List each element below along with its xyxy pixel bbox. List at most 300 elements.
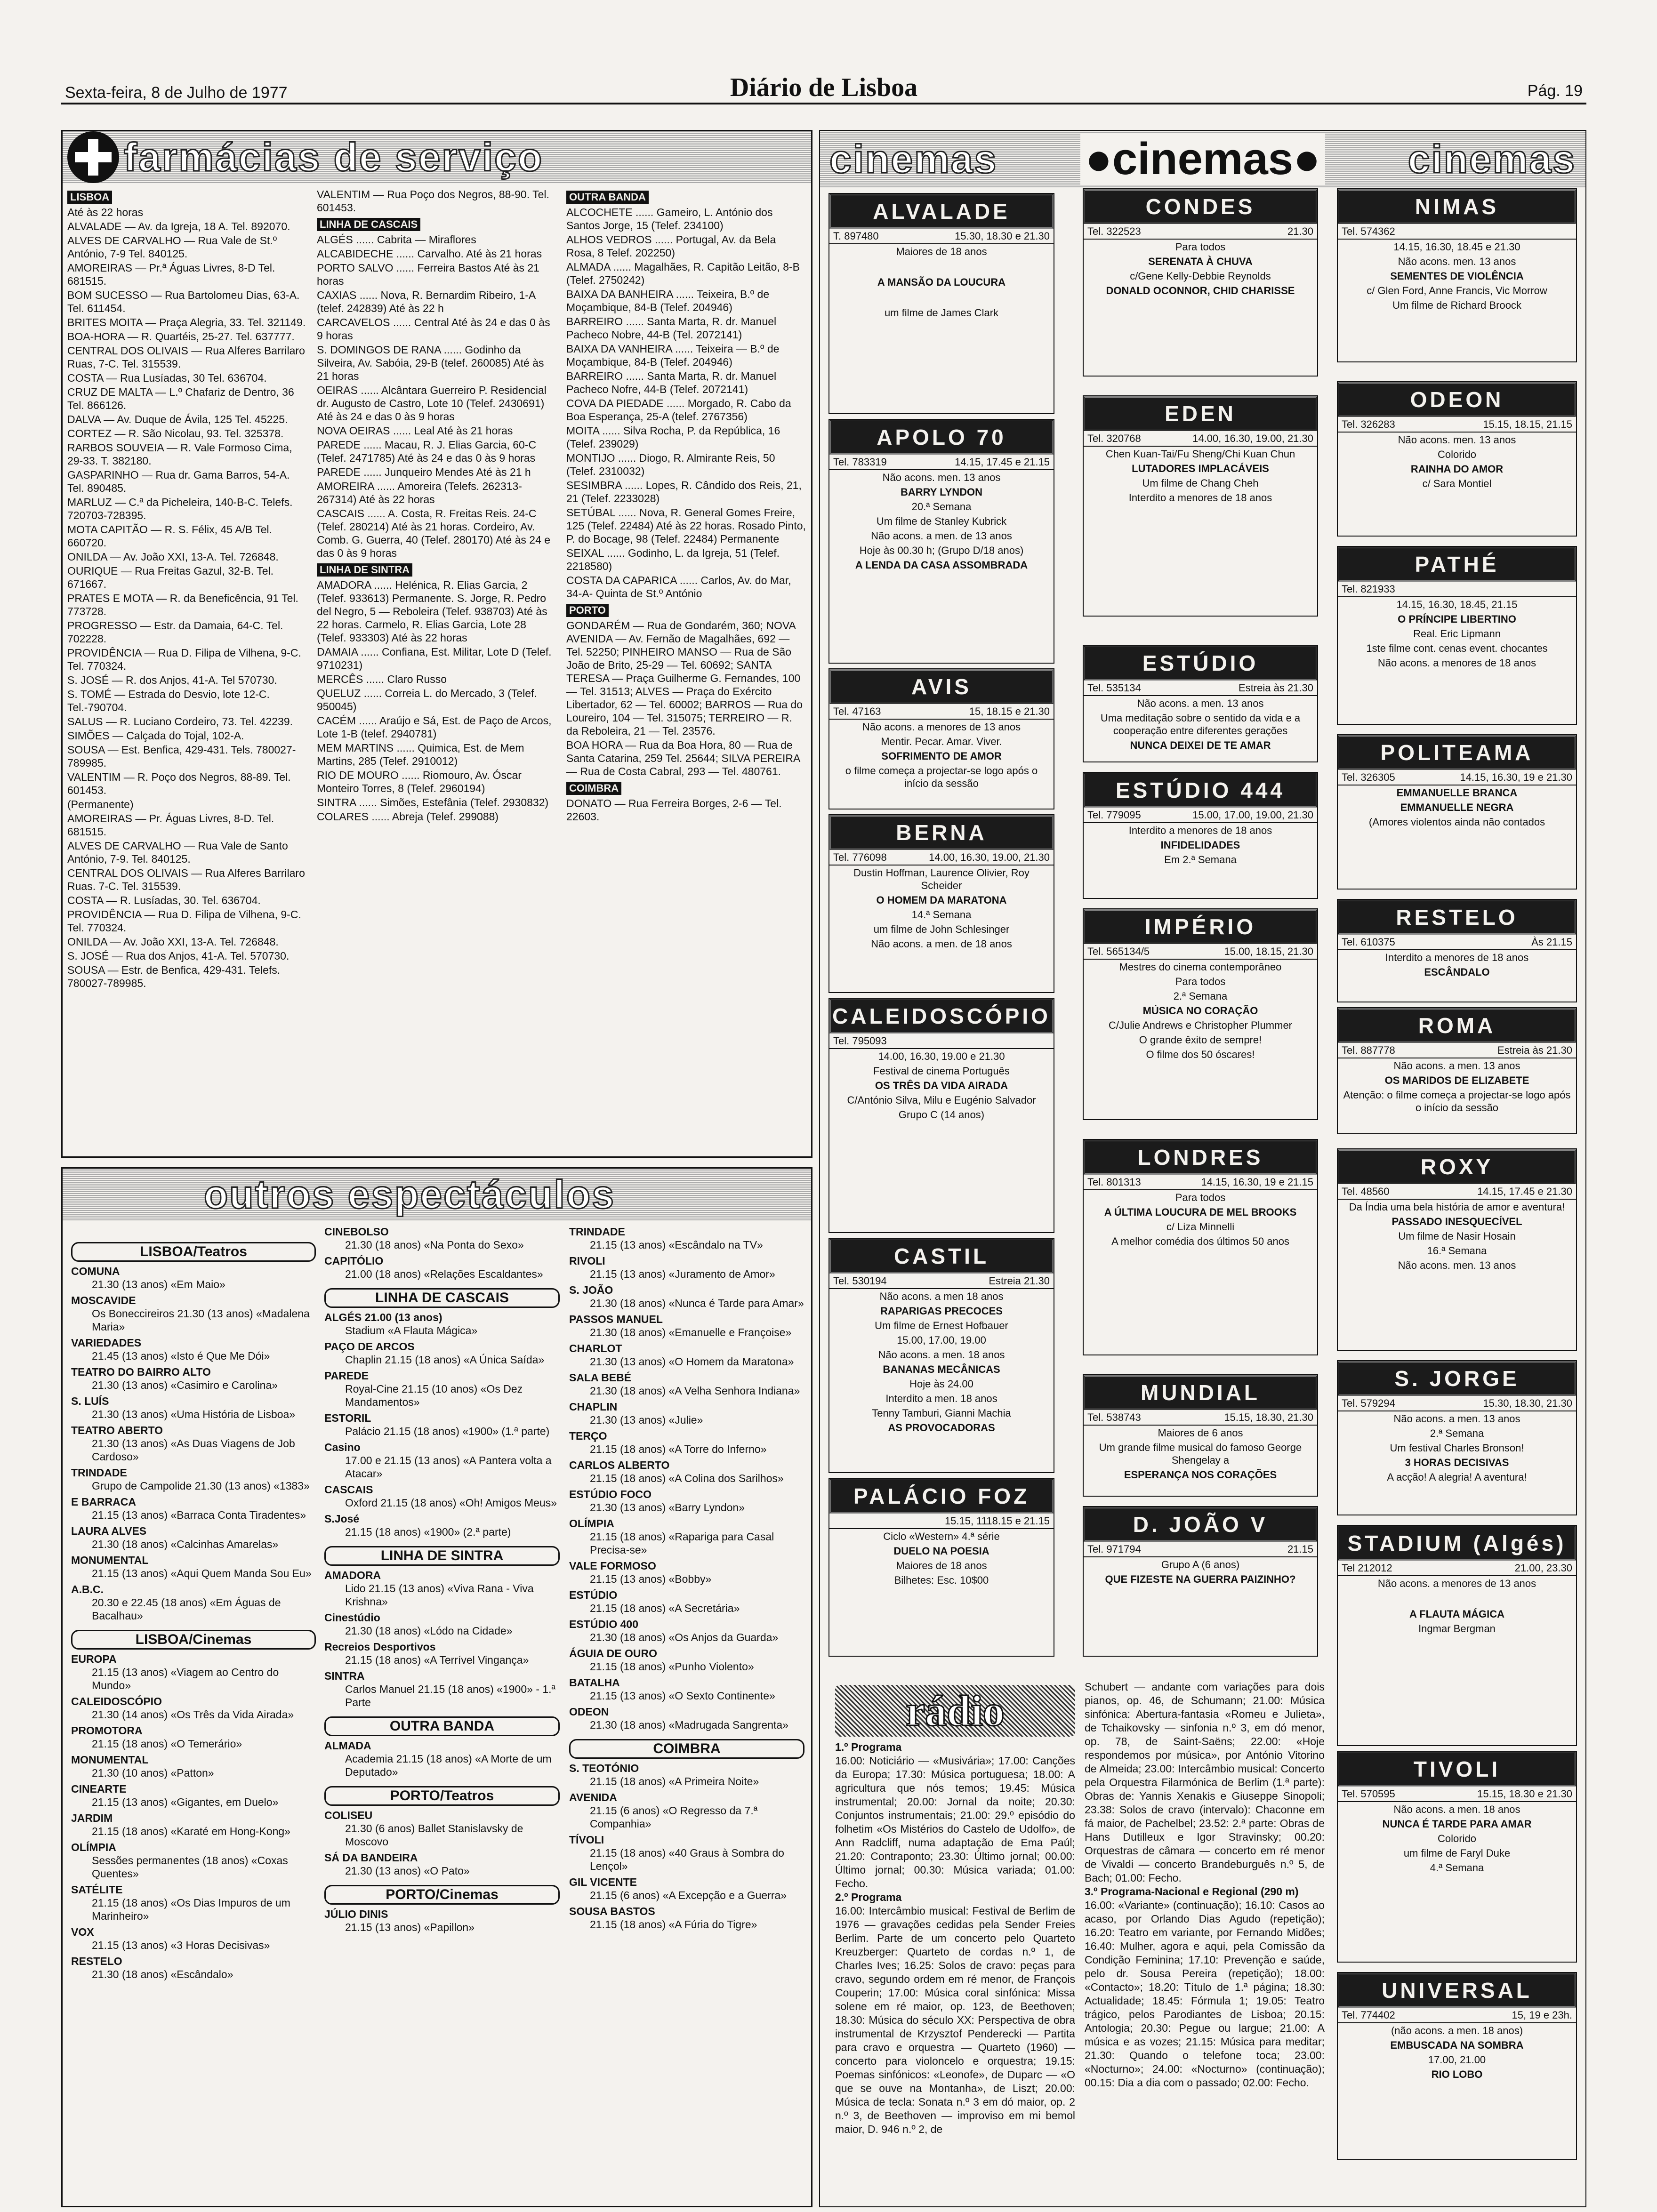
cinema-info-line: C/Julie Andrews e Christopher Plummer <box>1108 1019 1293 1031</box>
cinema-name: PATHÉ <box>1338 547 1576 582</box>
cinema-showtimes: Estreia às 21.30 <box>1497 1044 1572 1056</box>
show-details: 21.15 (18 anos) «A Secretária» <box>590 1602 740 1614</box>
region-heading: PORTO <box>566 604 609 617</box>
show-details: 21.30 (18 anos) «Na Ponta do Sexo» <box>345 1239 524 1251</box>
cinema-name: ROMA <box>1338 1008 1576 1043</box>
show-details: 21.30 (13 anos) «Casimiro e Carolina» <box>92 1379 278 1391</box>
show-entry <box>71 1466 316 1492</box>
cinema-telephone: Tel. 783319 <box>833 456 887 468</box>
pharmacy-entry: SOUSA — Est. Benfica, 429-431. Tels. 780027-789985. <box>67 744 296 769</box>
pharmacy-entry: COVA DA PIEDADE ...... Morgado, R. Cabo da Boa Esperança, 25-A (telef. 2767356) <box>566 397 791 423</box>
show-details: 21.30 (6 anos) Ballet Stanislavsky de Moscovo <box>345 1822 523 1848</box>
cinema-tel-row <box>1338 417 1576 433</box>
show-entry <box>569 1588 804 1615</box>
radio-programme-3-title: 3.º Programa-Nacional e Regional (290 m) <box>1085 1885 1299 1898</box>
show-details: 21.15 (18 anos) «40 Graus à Sombra do Lençol» <box>590 1847 784 1872</box>
cinema-showtimes: Estreia 21.30 <box>989 1275 1050 1287</box>
cinema-card <box>828 1238 1054 1473</box>
cinema-name: PALÁCIO FOZ <box>829 1479 1054 1514</box>
cinema-info-line: Não acons. a menores de 13 anos <box>862 721 1021 733</box>
show-details: 21.30 (18 anos) «Emanuelle e Françoise» <box>590 1326 792 1338</box>
show-entry <box>569 1559 804 1586</box>
cinema-showtimes: Às 21.15 <box>1531 936 1572 948</box>
cinema-info-line: o filme começa a projectar-se logo após o início da sessão <box>845 765 1038 789</box>
show-details: 21.15 (18 anos) «Rapariga para Casal Precisa-se» <box>590 1531 774 1556</box>
show-entry <box>324 1809 560 1848</box>
cinema-name: ALVALADE <box>829 194 1054 229</box>
cinema-showtimes: 14.15, 16.30, 19 e 21.15 <box>1201 1176 1313 1188</box>
pharmacy-entry: BOA HORA — Rua da Boa Hora, 80 — Rua de Santa Catarina, 259 Tel. 25644; SILVA PEREIRA — Rua de Costa Cabral, 293 — Tel. 480761. <box>566 739 800 777</box>
venue-category-heading: LISBOA/Teatros <box>71 1242 316 1262</box>
region-heading: LINHA DE SINTRA <box>317 563 412 577</box>
cinema-info-line: 14.00, 16.30, 19.00 e 21.30 <box>878 1050 1005 1062</box>
radio-section <box>835 1680 1325 2203</box>
venue-name: Recreios Desportivos <box>324 1641 436 1653</box>
cinema-telephone: Tel. 795093 <box>833 1035 887 1047</box>
cinema-telephone: Tel. 535134 <box>1087 682 1141 694</box>
venue-name: PASSOS MANUEL <box>569 1313 663 1325</box>
pharmacy-entry: MONTIJO ...... Diogo, R. Almirante Reis, 50 (Telef. 2310032) <box>566 452 775 477</box>
show-entry <box>71 1424 316 1463</box>
cinema-info-line: OS MARIDOS DE ELIZABETE <box>1384 1074 1529 1086</box>
show-entry <box>569 1705 804 1731</box>
cinema-name: CONDES <box>1084 189 1317 224</box>
cinema-info-line: Não acons. a menores de 13 anos <box>1377 1578 1536 1589</box>
cinema-tel-row <box>1084 1542 1317 1557</box>
cinema-card <box>1337 1525 1577 1746</box>
venue-name: Casino <box>324 1441 361 1453</box>
cinema-info-line: Da Índia uma bela história de amor e aventura! <box>1349 1201 1565 1213</box>
pharmacy-entry: COSTA — R. Lusíadas, 30. Tel. 636704. <box>67 894 261 906</box>
show-entry <box>324 1611 560 1637</box>
show-details: 21.15 (18 anos) «Karaté em Hong-Kong» <box>92 1825 290 1837</box>
cinema-info-line: Colorido <box>1438 449 1476 460</box>
cinemas-banner-right: cinemas <box>1408 136 1576 181</box>
cinema-name: ESTÚDIO 444 <box>1084 773 1317 808</box>
show-details: 20.30 e 22.45 (18 anos) «Em Águas de Bacalhau» <box>92 1596 281 1622</box>
cinema-showtimes: 15.30, 18.30 e 21.30 <box>955 230 1050 242</box>
show-entry <box>71 1811 316 1838</box>
pharmacy-entry: CENTRAL DOS OLIVAIS — Rua Alferes Barrilaro Ruas, 7-C. Tel. 315539. <box>67 345 305 370</box>
cinema-card <box>1337 899 1577 1002</box>
cinema-showtimes: 15.15, 1118.15 e 21.15 <box>944 1515 1050 1527</box>
cinema-showtimes: 14.00, 16.30, 19.00, 21.30 <box>1192 433 1313 444</box>
pharmacy-entry: CENTRAL DOS OLIVAIS — Rua Alferes Barrilaro Ruas. 7-C. Tel. 315539. <box>67 867 305 892</box>
venue-name: AMADORA <box>324 1569 381 1581</box>
show-entry <box>569 1647 804 1673</box>
pharmacy-entry: COLARES ...... Abreja (Telef. 299088) <box>317 810 499 823</box>
cinema-telephone: Tel. 574362 <box>1342 225 1395 237</box>
pharmacy-entry: SALUS — R. Luciano Cordeiro, 73. Tel. 42239. <box>67 715 293 728</box>
cinema-info-line: c/ Sara Montiel <box>1422 478 1492 489</box>
farmacias-banner-title: farmácias de serviço <box>124 135 544 179</box>
show-details: 21.30 (13 anos) «Uma História de Lisboa» <box>92 1408 296 1420</box>
pharmacy-entry: CASCAIS ...... A. Costa, R. Freitas Reis. 24-C (Telef. 280214) Até às 21 horas. Cordeiro, Av. Comb. G. Guerra, 40 (Telef. 280170) Até às 24 e das 0 às 9 horas <box>317 507 551 559</box>
venue-name: VARIEDADES <box>71 1337 142 1349</box>
cinema-info-line: Bilhetes: Esc. 10$00 <box>894 1574 989 1586</box>
show-entry <box>569 1313 804 1339</box>
cinema-card <box>1337 1007 1577 1134</box>
pharmacy-entry: SESIMBRA ...... Lopes, R. Cândido dos Reis, 21, 21 (Telef. 2233028) <box>566 479 802 505</box>
show-details: 21.15 (18 anos) «Os Dias Impuros de um Marinheiro» <box>92 1897 290 1922</box>
venue-name: ODEON <box>569 1706 609 1718</box>
cinema-info-line: um filme de John Schlesinger <box>873 923 1010 935</box>
show-entry <box>324 1640 560 1667</box>
cinema-telephone: Tel. 326305 <box>1342 771 1395 783</box>
pharmacy-entry: ALMADA ...... Magalhães, R. Capitão Leitão, 8-B (Telef. 2750242) <box>566 261 800 286</box>
pharmacy-entry: GONDARÉM — Rua de Gondarém, 360; NOVA AVENIDA — Av. Fernão de Magalhães, 692 — Tel. 52250; PINHEIRO MANSO — Rua de São João de Brito, 25-29 — Tel. 60692; SANTA TERESA — Praça Guilherme G. Fernandes, 100 — Tel. 31513; ALVES — Praça do Exército Libertador, 62 — Tel. 60002; BARROS — Rua do Loureiro, 104 — Tel. 315075; TERREIRO — R. da Reboleira, 21 — Tel. 23576. <box>566 619 803 737</box>
pharmacy-entry: OEIRAS ...... Alcântara Guerreiro P. Residencial dr. Augusto de Castro, Lote 10 (Telef. 2430691) Até às 24 e das 0 às 9 horas <box>317 384 547 423</box>
cinema-info-line: Um festival Charles Bronson! <box>1390 1442 1524 1454</box>
show-details: 21.15 (18 anos) «A Primeira Noite» <box>590 1775 759 1787</box>
cinema-info-line: c/Gene Kelly-Debbie Reynolds <box>1130 270 1271 282</box>
cinema-tel-row <box>1338 1787 1576 1802</box>
show-details: 21.30 (13 anos) «Em Maio» <box>92 1278 225 1290</box>
region-heading: LINHA DE CASCAIS <box>317 218 420 231</box>
cinema-card <box>1083 1139 1318 1355</box>
cinema-tel-row <box>829 850 1054 866</box>
cinema-tel-row <box>1338 935 1576 950</box>
show-entry <box>71 1294 316 1333</box>
cinema-info-line: RAPARIGAS PRECOCES <box>880 1305 1003 1317</box>
cinema-showtimes: 14.15, 16.30, 19 e 21.30 <box>1460 771 1572 783</box>
pharmacy-entry: PROVIDÊNCIA — Rua D. Filipa de Vilhena, 9-C. Tel. 770324. <box>67 647 301 672</box>
show-entry <box>324 1254 560 1281</box>
pharmacy-entry: VALENTIM — Rua Poço dos Negros, 88-90. Tel. 601453. <box>317 188 549 214</box>
show-details: 21.15 (18 anos) «Punho Violento» <box>590 1660 754 1673</box>
show-details: 21.30 (13 anos) «Barry Lyndon» <box>590 1501 745 1514</box>
show-entry <box>71 1524 316 1551</box>
show-entry <box>324 1739 560 1779</box>
cinema-info-line: A melhor comédia dos últimos 50 anos <box>1111 1235 1289 1247</box>
show-entry <box>569 1517 804 1556</box>
show-entry <box>324 1225 560 1251</box>
pharmacy-entry: PROGRESSO — Estr. da Damaia, 64-C. Tel. 702228. <box>67 619 283 645</box>
pharmacy-entry: ALCABIDECHE ...... Carvalho. Até às 21 horas <box>317 248 542 260</box>
venue-name: CHARLOT <box>569 1342 622 1354</box>
cinema-showtimes: 14.00, 16.30, 19.00, 21.30 <box>929 851 1050 863</box>
show-details: Grupo de Campolide 21.30 (13 anos) «1383» <box>92 1480 310 1492</box>
show-details: 21.15 (18 anos) «A Colina dos Sarilhos» <box>590 1472 784 1484</box>
pharmacy-entry: PROVIDÊNCIA — Rua D. Filipa de Vilhena, 9-C. Tel. 770324. <box>67 908 301 934</box>
cinema-info-line: Interdito a menores de 18 anos <box>1385 952 1529 963</box>
radio-programme-1-title: 1.º Programa <box>835 1741 902 1753</box>
venue-name: A.B.C. <box>71 1583 104 1595</box>
show-entry <box>71 1925 316 1952</box>
show-details: 21.15 (13 anos) «O Sexto Continente» <box>590 1690 775 1702</box>
page-number: Pág. 19 <box>1527 82 1583 100</box>
cinema-tel-row <box>1338 1561 1576 1576</box>
pharmacy-entry: SEIXAL ...... Godinho, L. da Igreja, 51 (Telef. 2218580) <box>566 547 780 572</box>
show-entry <box>324 1569 560 1608</box>
pharmacy-entry: RIO DE MOURO ...... Riomouro, Av. Óscar Monteiro Torres, 8 (Telef. 2960194) <box>317 769 522 794</box>
show-entry <box>71 1652 316 1692</box>
show-details: 21.30 (13 anos) «O Pato» <box>345 1865 470 1877</box>
cinema-telephone: T. 897480 <box>833 230 879 242</box>
cinema-name: NIMAS <box>1338 189 1576 224</box>
cinema-tel-row <box>1084 1175 1317 1190</box>
cinema-info-line: Ciclo «Western» 4.ª série <box>883 1531 1000 1542</box>
show-details: 21.15 (6 anos) «O Regresso da 7.ª Companhia» <box>590 1804 758 1830</box>
pharmacy-entry: PRATES E MOTA — R. da Beneficência, 91 Tel. 773728. <box>67 592 298 617</box>
cinema-info-line: Real. Eric Lipmann <box>1413 628 1501 640</box>
cinema-info-line: O filme dos 50 óscares! <box>1146 1049 1255 1060</box>
venue-name: RESTELO <box>71 1955 122 1967</box>
venue-name: ÁGUIA DE OURO <box>569 1647 657 1659</box>
show-details: 21.00 (18 anos) «Relações Escaldantes» <box>345 1268 543 1280</box>
cinema-info-line: Uma meditação sobre o sentido da vida e a cooperação entre diferentes gerações <box>1100 712 1301 737</box>
cinema-telephone: Tel. 326283 <box>1342 418 1395 430</box>
cinema-info-line: A ÚLTIMA LOUCURA DE MEL BROOKS <box>1104 1206 1297 1218</box>
pharmacy-entry: CAXIAS ...... Nova, R. Bernardim Ribeiro, 1-A (telef. 242839) Até às 22 h <box>317 289 535 314</box>
cinema-info-line: Não acons. a menores de 18 anos <box>1377 657 1536 669</box>
cinema-info-line: (não acons. a men. 18 anos) <box>1391 2025 1523 2036</box>
venue-name: ALGÉS 21.00 (13 anos) <box>324 1311 442 1323</box>
show-entry <box>569 1676 804 1702</box>
pharmacy-entry: ALVES DE CARVALHO — Rua Vale de Santo António, 7-9. Tel. 840125. <box>67 840 288 865</box>
pharmacy-entry: ALVES DE CARVALHO — Rua Vale de St.º António, 7-9 Tel. 840125. <box>67 234 277 260</box>
cinema-name: UNIVERSAL <box>1338 1973 1576 2008</box>
cinema-info-line: Não acons. a men. 13 anos <box>1393 1060 1520 1072</box>
cinema-telephone: Tel. 579294 <box>1342 1397 1395 1409</box>
cinema-showtimes: 15.15, 18.30 e 21.30 <box>1477 1788 1572 1800</box>
cinema-info-line: DUELO NA POESIA <box>893 1545 989 1557</box>
show-details: 21.15 (13 anos) «Juramento de Amor» <box>590 1268 775 1280</box>
show-entry <box>71 1841 316 1880</box>
show-details: 21.15 (13 anos) «Barraca Conta Tiradentes» <box>92 1509 306 1521</box>
cinema-card <box>1337 1360 1577 1515</box>
venue-category-heading: LINHA DE SINTRA <box>324 1546 560 1566</box>
cinema-telephone: Tel 212012 <box>1342 1562 1392 1574</box>
cinema-info-line: SOFRIMENTO DE AMOR <box>881 750 1002 762</box>
cinema-name: TIVOLI <box>1338 1752 1576 1787</box>
venue-category-heading: COIMBRA <box>569 1739 804 1759</box>
venue-name: PAREDE <box>324 1370 369 1382</box>
pharmacy-entry: DAMAIA ...... Confiana, Est. Militar, Lote D (Telef. 9710231) <box>317 646 552 671</box>
cinema-card <box>1337 1148 1577 1351</box>
cinema-telephone: Tel. 821933 <box>1342 583 1395 595</box>
venue-name: CHAPLIN <box>569 1401 618 1413</box>
pharmacy-entry: AMOREIRAS — Pr. Águas Livres, 8-D. Tel. 681515. <box>67 812 274 838</box>
show-details: 21.30 (18 anos) «Os Anjos da Guarda» <box>590 1631 779 1643</box>
cinema-info-line: Festival de cinema Português <box>873 1065 1010 1077</box>
cinema-tel-row <box>829 1514 1054 1529</box>
venue-category-heading: PORTO/Teatros <box>324 1786 560 1806</box>
cinema-info-line: Para todos <box>1175 1192 1226 1203</box>
pharmacy-entry: ALVALADE — Av. da Igreja, 18 A. Tel. 892070. <box>67 220 290 232</box>
pharmacy-entry: MOITA ...... Silva Rocha, P. da República, 16 (Telef. 239029) <box>566 425 780 450</box>
show-entry <box>569 1400 804 1427</box>
cinema-info-line: Um filme de Chang Cheh <box>1142 477 1259 489</box>
cinema-tel-row <box>829 1034 1054 1049</box>
show-details: 21.15 (18 anos) «O Temerário» <box>92 1738 242 1750</box>
cinema-card <box>1337 381 1577 537</box>
cinema-info-line: 1ste filme cont. cenas event. chocantes <box>1366 642 1548 654</box>
show-entry <box>324 1369 560 1409</box>
cinema-card <box>1337 1751 1577 1963</box>
cinema-info-line: ESCÂNDALO <box>1424 966 1490 978</box>
cinema-telephone: Tel. 779095 <box>1087 809 1141 821</box>
show-entry <box>324 1411 560 1438</box>
show-details: 21.45 (13 anos) «Isto é Que Me Dói» <box>92 1350 270 1362</box>
pharmacy-entry: MEM MARTINS ...... Quimica, Est. de Mem Martins, 285 (Telef. 2910012) <box>317 742 524 767</box>
cinema-tel-row <box>1084 431 1317 447</box>
cinema-info-line: Interdito a men. 18 anos <box>885 1393 997 1404</box>
venue-name: CAPITÓLIO <box>324 1255 384 1267</box>
pharmacy-entry: MARLUZ — C.ª da Picheleira, 140-B-C. Telefs. 720703-728395. <box>67 496 293 521</box>
venue-name: CASCAIS <box>324 1483 373 1496</box>
show-entry <box>71 1955 316 1981</box>
cinema-info-line: SERENATA À CHUVA <box>1148 256 1253 267</box>
pharmacy-entry: RARBOS SOUVEIA — R. Vale Formoso Cima, 29-33. T. 382180. <box>67 441 292 467</box>
cinema-name: APOLO 70 <box>829 420 1054 455</box>
cinema-info-line: Interdito a menores de 18 anos <box>1128 492 1272 504</box>
show-details: 21.15 (13 anos) «Escândalo na TV» <box>590 1239 763 1251</box>
venue-name: CINEARTE <box>71 1783 127 1795</box>
cinema-info-line: Maiores de 18 anos <box>896 246 987 257</box>
cinema-name: RESTELO <box>1338 900 1576 935</box>
cinema-info-line: Não acons. men. 13 anos <box>1398 434 1516 446</box>
show-entry <box>324 1340 560 1366</box>
cinema-showtimes: 15.15, 18.15, 21.15 <box>1483 418 1572 430</box>
pharmacy-entry: VALENTIM — R. Poço dos Negros, 88-89. Tel. 601453. <box>67 771 291 796</box>
cinema-name: BERNA <box>829 815 1054 850</box>
cinema-info-line: BANANAS MECÂNICAS <box>883 1363 1000 1375</box>
pharmacy-entry: BAIXA DA BANHEIRA ...... Teixeira, B.º de Moçambique, 84-B (Telef. 204946) <box>566 288 770 313</box>
cinema-info-line: A LENDA DA CASA ASSOMBRADA <box>855 559 1028 571</box>
cinema-info-line: Chen Kuan-Tai/Fu Sheng/Chi Kuan Chun <box>1105 448 1295 460</box>
cinema-name: ROXY <box>1338 1149 1576 1184</box>
cinema-info-line: OS TRÊS DA VIDA AIRADA <box>875 1080 1008 1091</box>
pharmacy-entry: AMADORA ...... Helénica, R. Elias Garcia, 2 (Telef. 933613) Permanente. S. Jorge, R. Pedro del Negro, 5 — Reboleira (Telef. 938703) Até às 22 horas. Carmelo, R. Elias Garcia, Lote 28 (Telef. 933303) Até às 22 horas <box>317 579 547 644</box>
show-details: 21.30 (18 anos) «Madrugada Sangrenta» <box>590 1719 788 1731</box>
venue-name: TERÇO <box>569 1430 607 1442</box>
cinema-info-line: Atenção: o filme começa a projectar-se logo após o início da sessão <box>1343 1089 1571 1114</box>
pharmacy-entry: AMOREIRAS — Pr.ª Águas Livres, 8-D Tel. 681515. <box>67 262 275 287</box>
cinema-info-line: um filme de James Clark <box>884 307 999 319</box>
venue-name: ALMADA <box>324 1739 371 1752</box>
cinema-tel-row <box>1338 224 1576 240</box>
show-entry <box>569 1488 804 1514</box>
venue-name: ESTÚDIO FOCO <box>569 1488 652 1500</box>
cinema-info-line: 3 HORAS DECISIVAS <box>1405 1457 1509 1468</box>
cinema-card <box>828 1478 1054 1657</box>
cinema-info-line: Para todos <box>1175 241 1226 253</box>
show-details: 21.15 (13 anos) «Papillon» <box>345 1921 475 1933</box>
cinema-telephone: Tel. 801313 <box>1087 1176 1141 1188</box>
cinema-showtimes: 14.15, 17.45 e 21.30 <box>1477 1186 1572 1197</box>
cinema-tel-row <box>1338 1043 1576 1058</box>
pharmacy-entry: NOVA OEIRAS ...... Leal Até às 21 horas <box>317 425 513 437</box>
cinema-name: STADIUM (Algés) <box>1338 1526 1576 1561</box>
cinema-card <box>1083 188 1318 377</box>
cinema-card <box>1083 1374 1318 1497</box>
cinema-info-line: Não acons. a men. de 13 anos <box>871 530 1012 542</box>
show-details: 21.30 (10 anos) «Patton» <box>92 1767 214 1779</box>
cinema-telephone: Tel. 971794 <box>1087 1543 1141 1555</box>
farmacias-column-linhas <box>317 188 557 1155</box>
venue-name: BATALHA <box>569 1676 620 1689</box>
farmacias-section <box>61 130 812 1158</box>
show-details: 21.15 (13 anos) «Bobby» <box>590 1573 712 1585</box>
venue-name: GIL VICENTE <box>569 1876 637 1888</box>
show-details: Carlos Manuel 21.15 (18 anos) «1900» - 1.ª Parte <box>345 1683 556 1708</box>
region-heading: OUTRA BANDA <box>566 191 649 204</box>
pharmacy-cross-icon <box>67 131 119 183</box>
pharmacy-entry: S. TOMÉ — Estrada do Desvio, lote 12-C. Tel.-790704. <box>67 688 270 713</box>
cinema-info-line: 2.ª Semana <box>1430 1427 1484 1439</box>
show-details: Oxford 21.15 (18 anos) «Oh! Amigos Meus» <box>345 1497 557 1509</box>
cinema-info-line: O HOMEM DA MARATONA <box>876 894 1007 906</box>
cinema-card <box>1083 1506 1318 1657</box>
cinema-tel-row <box>1084 944 1317 960</box>
cinema-telephone: Tel. 887778 <box>1342 1044 1395 1056</box>
pharmacy-entry: BRITES MOITA — Praça Alegria, 33. Tel. 321149. <box>67 316 306 329</box>
pharmacy-entry: MERCÊS ...... Claro Russo <box>317 673 447 685</box>
venue-name: S. JOÃO <box>569 1284 613 1296</box>
show-details: 17.00 e 21.15 (13 anos) «A Pantera volta a Atacar» <box>345 1454 552 1480</box>
cinema-tel-row <box>1338 1184 1576 1200</box>
venue-name: S.José <box>324 1513 360 1525</box>
show-entry <box>324 1311 560 1337</box>
cinema-info-line: Interdito a menores de 18 anos <box>1128 825 1272 836</box>
show-entry <box>71 1336 316 1362</box>
cinema-info-line: 20.ª Semana <box>911 501 972 513</box>
venue-name: AVENIDA <box>569 1791 617 1803</box>
show-entry <box>569 1225 804 1251</box>
cinemas-banner-center: ●cinemas● <box>1080 133 1325 185</box>
cinema-info-line <box>1338 1591 1576 1607</box>
radio-column-right <box>1085 1680 1325 2202</box>
show-entry <box>569 1618 804 1644</box>
cinema-info-line: Hoje às 24.00 <box>909 1378 973 1390</box>
cinema-info-line: RAINHA DO AMOR <box>1410 463 1504 475</box>
venue-name: ESTORIL <box>324 1412 371 1424</box>
pharmacy-entry: QUELUZ ...... Correia L. do Mercado, 3 (Telef. 950045) <box>317 687 537 713</box>
cinema-telephone: Tel. 320768 <box>1087 433 1141 444</box>
cinema-info-line: NUNCA DEIXEI DE TE AMAR <box>1130 739 1271 751</box>
show-details: 21.30 (18 anos) «Lódo na Cidade» <box>345 1625 513 1637</box>
show-entry <box>324 1512 560 1539</box>
cinema-info-line: (Amores violentos ainda não contados <box>1368 816 1545 828</box>
show-entry <box>71 1782 316 1809</box>
cinema-info-line: Não acons. men. 13 anos <box>882 472 1001 483</box>
cinema-info-line: Maiores de 18 anos <box>896 1560 987 1571</box>
cinema-showtimes: 21.00, 23.30 <box>1514 1562 1572 1574</box>
venue-name: PROMOTORA <box>71 1724 143 1737</box>
pharmacy-entry: OURIQUE — Rua Freitas Gazul, 32-B. Tel. 671667. <box>67 565 273 590</box>
cinema-showtimes: 15.30, 18.30, 21.30 <box>1483 1397 1572 1409</box>
pharmacy-entry: MOTA CAPITÃO — R. S. Félix, 45 A/B Tel. 660720. <box>67 523 272 549</box>
show-details: 21.30 (13 anos) «As Duas Viagens de Job Cardoso» <box>92 1437 295 1463</box>
cinema-info-line: A MANSÃO DA LOUCURA <box>877 276 1006 288</box>
show-entry <box>569 1762 804 1788</box>
cinema-telephone: Tel. 322523 <box>1087 225 1141 237</box>
cinema-card <box>1337 1972 1577 2160</box>
cinema-info-line: O PRÍNCIPE LIBERTINO <box>1398 613 1516 625</box>
cinema-info-line: 16.ª Semana <box>1427 1245 1487 1257</box>
show-details: Lido 21.15 (13 anos) «Viva Rana - Viva Krishna» <box>345 1582 534 1608</box>
cinema-info-line: Um filme de Stanley Kubrick <box>876 515 1007 527</box>
radio-banner-title: rádio <box>906 1687 1005 1735</box>
show-details: 21.30 (18 anos) «Nunca é Tarde para Amar» <box>590 1297 804 1309</box>
outros-banner-title: outros espectáculos <box>204 1172 615 1217</box>
cinema-card <box>1083 395 1318 617</box>
cinema-info-line: Não acons. a men. 13 anos <box>1393 1413 1520 1425</box>
venue-name: JÚLIO DINIS <box>324 1908 388 1920</box>
cinema-info-line: INFIDELIDADES <box>1160 839 1240 851</box>
pharmacy-entry: AMOREIRA ...... Amoreira (Telefs. 262313-267314) Até às 22 horas <box>317 480 522 505</box>
